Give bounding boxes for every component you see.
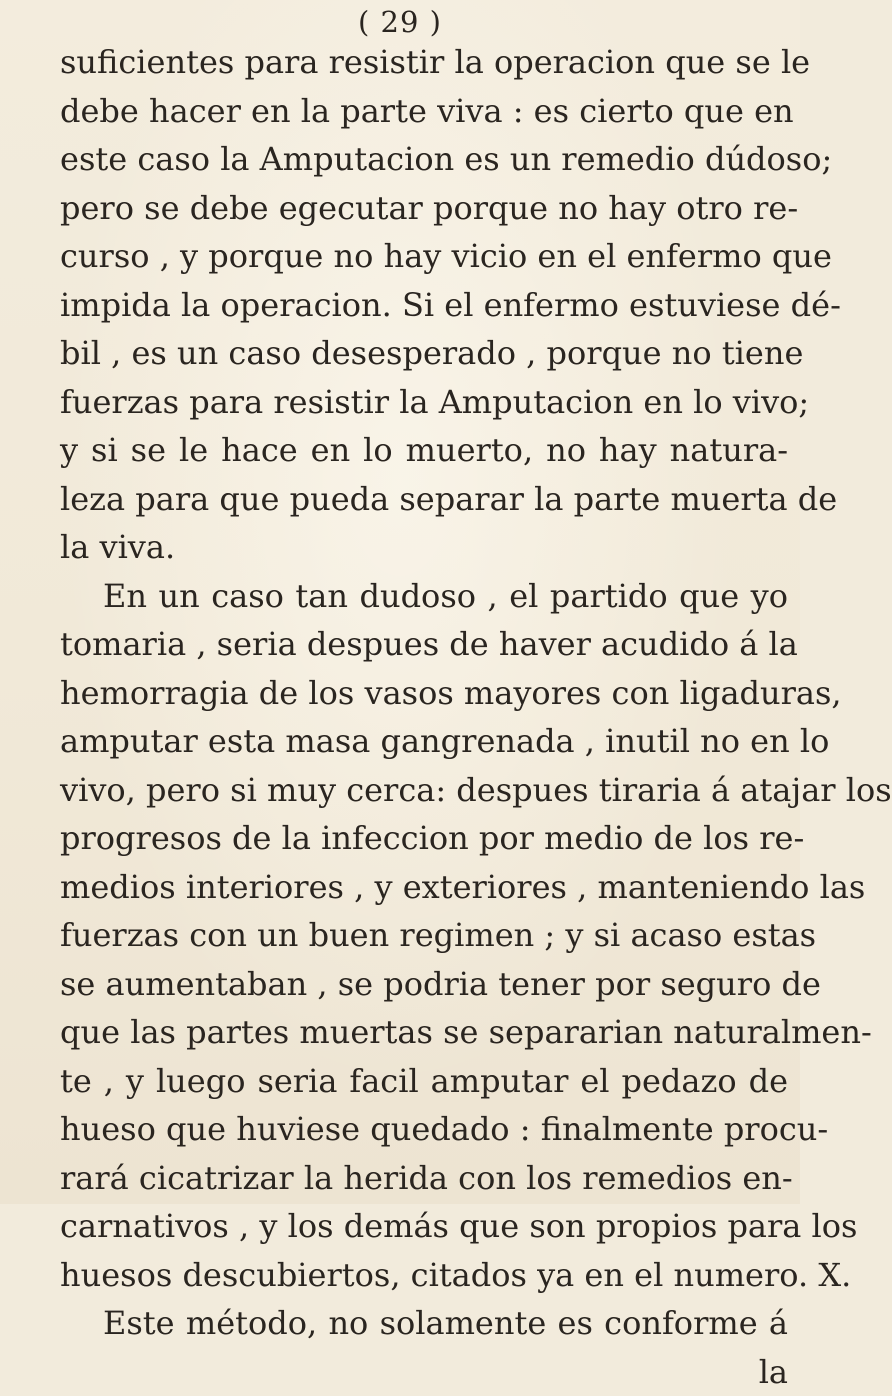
text-line: pero se debe egecutar porque no hay otro re- bbox=[60, 184, 788, 233]
text-line: leza para que pueda separar la parte muerta de bbox=[60, 475, 788, 524]
text-line: la viva. bbox=[60, 523, 788, 572]
text-line: hueso que huviese quedado : finalmente procu- bbox=[60, 1105, 788, 1154]
body-text bbox=[60, 38, 788, 1396]
catchword: la bbox=[60, 1348, 788, 1396]
text-line: que las partes muertas se separarian naturalmen- bbox=[60, 1008, 788, 1057]
text-line: progresos de la infeccion por medio de los re- bbox=[60, 814, 788, 863]
text-line: Este método, no solamente es conforme á bbox=[60, 1299, 788, 1348]
text-line: fuerzas para resistir la Amputacion en lo vivo; bbox=[60, 378, 788, 427]
text-line: fuerzas con un buen regimen ; y si acaso estas bbox=[60, 911, 788, 960]
text-line: este caso la Amputacion es un remedio dúdoso; bbox=[60, 135, 788, 184]
text-line: En un caso tan dudoso , el partido que yo bbox=[60, 572, 788, 621]
text-line: rará cicatrizar la herida con los remedios en- bbox=[60, 1154, 788, 1203]
text-line: vivo, pero si muy cerca: despues tiraria á atajar los bbox=[60, 766, 788, 815]
text-line: tomaria , seria despues de haver acudido á la bbox=[60, 620, 788, 669]
text-line: medios interiores , y exteriores , manteniendo las bbox=[60, 863, 788, 912]
text-line: hemorragia de los vasos mayores con ligaduras, bbox=[60, 669, 788, 718]
text-line: curso , y porque no hay vicio en el enfermo que bbox=[60, 232, 788, 281]
text-line: impida la operacion. Si el enfermo estuviese dé- bbox=[60, 281, 788, 330]
text-line: se aumentaban , se podria tener por seguro de bbox=[60, 960, 788, 1009]
text-line: debe hacer en la parte viva : es cierto que en bbox=[60, 87, 788, 136]
text-line: te , y luego seria facil amputar el pedazo de bbox=[60, 1057, 788, 1106]
text-line: huesos descubiertos, citados ya en el numero. X. bbox=[60, 1251, 788, 1300]
text-line: carnativos , y los demás que son propios para los bbox=[60, 1202, 788, 1251]
text-line: suficientes para resistir la operacion que se le bbox=[60, 38, 788, 87]
page-number: ( 29 ) bbox=[0, 2, 800, 42]
text-line: y si se le hace en lo muerto, no hay natura- bbox=[60, 426, 788, 475]
text-line: bil , es un caso desesperado , porque no tiene bbox=[60, 329, 788, 378]
text-line: amputar esta masa gangrenada , inutil no en lo bbox=[60, 717, 788, 766]
